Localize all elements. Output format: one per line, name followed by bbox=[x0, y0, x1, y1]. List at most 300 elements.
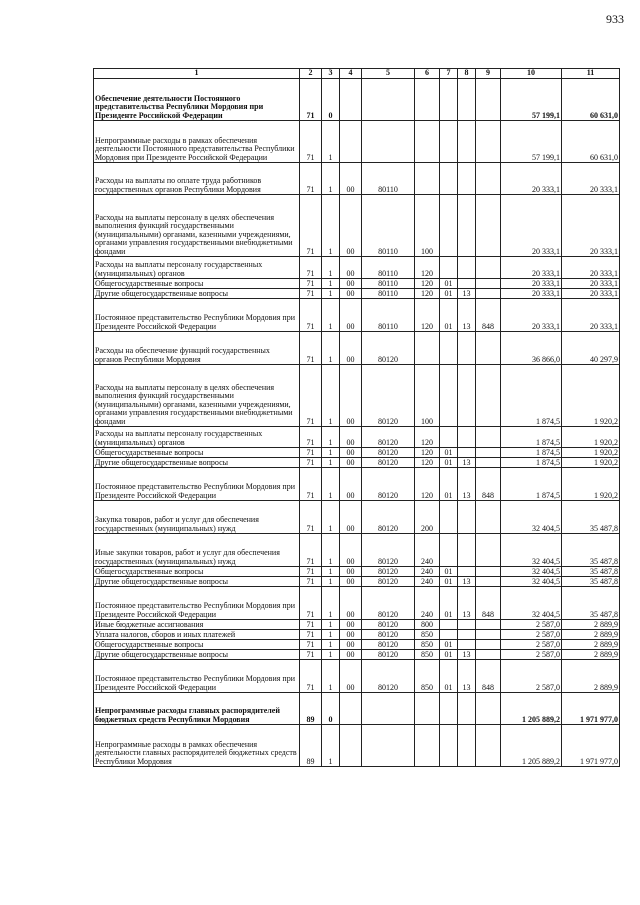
code-col8 bbox=[458, 79, 476, 121]
code-col5: 80120 bbox=[362, 534, 415, 567]
table-row bbox=[94, 577, 620, 587]
code-col6 bbox=[415, 79, 440, 121]
row-description: Расходы на обеспечение функций государственных органов Республики Мордовия bbox=[94, 332, 300, 365]
amount-col10: 20 333,1 bbox=[501, 195, 562, 257]
code-col8 bbox=[458, 534, 476, 567]
code-col3: 1 bbox=[322, 501, 340, 534]
code-col3: 1 bbox=[322, 660, 340, 693]
code-col7: 01 bbox=[440, 458, 458, 468]
code-col9 bbox=[476, 640, 501, 650]
code-col6: 240 bbox=[415, 577, 440, 587]
amount-col11: 2 889,9 bbox=[562, 640, 620, 650]
amount-col10: 32 404,5 bbox=[501, 567, 562, 577]
header-cell: 11 bbox=[562, 69, 620, 79]
code-col4: 00 bbox=[340, 289, 362, 299]
header-cell: 8 bbox=[458, 69, 476, 79]
code-col9 bbox=[476, 163, 501, 195]
row-description: Постоянное представительство Республики Мордовия при Президенте Российской Федерации bbox=[94, 660, 300, 693]
code-col3: 1 bbox=[322, 587, 340, 620]
code-col7 bbox=[440, 427, 458, 448]
code-col3: 1 bbox=[322, 630, 340, 640]
header-cell: 9 bbox=[476, 69, 501, 79]
code-col4 bbox=[340, 121, 362, 163]
table-row bbox=[94, 195, 620, 257]
code-col9: 848 bbox=[476, 587, 501, 620]
amount-col11: 1 971 977,0 bbox=[562, 725, 620, 767]
code-col8 bbox=[458, 620, 476, 630]
amount-col10: 57 199,1 bbox=[501, 79, 562, 121]
code-col7 bbox=[440, 534, 458, 567]
code-col6: 850 bbox=[415, 660, 440, 693]
amount-col10: 2 587,0 bbox=[501, 640, 562, 650]
row-description: Постоянное представительство Республики Мордовия при Президенте Российской Федерации bbox=[94, 299, 300, 332]
code-col9 bbox=[476, 567, 501, 577]
code-col2: 89 bbox=[300, 693, 322, 725]
code-col4: 00 bbox=[340, 660, 362, 693]
row-description: Расходы на выплаты персоналу в целях обеспечения выполнения функций государственными (муниципальными) органами, казенными учреждениями, органами управления государственными внебюджетными фондами bbox=[94, 195, 300, 257]
table-row bbox=[94, 448, 620, 458]
amount-col11: 35 487,8 bbox=[562, 501, 620, 534]
code-col3: 0 bbox=[322, 79, 340, 121]
amount-col10: 57 199,1 bbox=[501, 121, 562, 163]
code-col5: 80120 bbox=[362, 640, 415, 650]
table-row bbox=[94, 365, 620, 427]
amount-col10: 1 205 889,2 bbox=[501, 693, 562, 725]
code-col7 bbox=[440, 332, 458, 365]
code-col2: 71 bbox=[300, 630, 322, 640]
code-col4: 00 bbox=[340, 448, 362, 458]
code-col7: 01 bbox=[440, 448, 458, 458]
amount-col10: 2 587,0 bbox=[501, 650, 562, 660]
code-col8 bbox=[458, 365, 476, 427]
code-col3: 1 bbox=[322, 620, 340, 630]
code-col9 bbox=[476, 121, 501, 163]
code-col2: 71 bbox=[300, 79, 322, 121]
code-col8: 13 bbox=[458, 660, 476, 693]
amount-col11: 1 920,2 bbox=[562, 468, 620, 501]
table-row bbox=[94, 534, 620, 567]
code-col8 bbox=[458, 448, 476, 458]
code-col7 bbox=[440, 630, 458, 640]
amount-col11: 35 487,8 bbox=[562, 567, 620, 577]
row-description: Общегосударственные вопросы bbox=[94, 567, 300, 577]
code-col3: 1 bbox=[322, 650, 340, 660]
amount-col11: 20 333,1 bbox=[562, 279, 620, 289]
code-col4: 00 bbox=[340, 650, 362, 660]
header-cell: 2 bbox=[300, 69, 322, 79]
code-col2: 71 bbox=[300, 163, 322, 195]
code-col7 bbox=[440, 725, 458, 767]
code-col6: 100 bbox=[415, 195, 440, 257]
code-col9 bbox=[476, 725, 501, 767]
row-description: Обеспечение деятельности Постоянного представительства Республики Мордовия при Президенте Российской Федерации bbox=[94, 79, 300, 121]
code-col9 bbox=[476, 534, 501, 567]
code-col9: 848 bbox=[476, 299, 501, 332]
table-row bbox=[94, 257, 620, 279]
code-col4 bbox=[340, 79, 362, 121]
code-col6: 120 bbox=[415, 299, 440, 332]
header-cell: 4 bbox=[340, 69, 362, 79]
table-row bbox=[94, 567, 620, 577]
code-col9 bbox=[476, 289, 501, 299]
header-cell: 3 bbox=[322, 69, 340, 79]
code-col2: 71 bbox=[300, 640, 322, 650]
code-col9 bbox=[476, 650, 501, 660]
amount-col11: 35 487,8 bbox=[562, 577, 620, 587]
amount-col11: 60 631,0 bbox=[562, 79, 620, 121]
code-col2: 71 bbox=[300, 332, 322, 365]
code-col5: 80120 bbox=[362, 448, 415, 458]
table-row bbox=[94, 693, 620, 725]
row-description: Общегосударственные вопросы bbox=[94, 279, 300, 289]
code-col3: 1 bbox=[322, 257, 340, 279]
code-col5: 80120 bbox=[362, 567, 415, 577]
amount-col11: 1 920,2 bbox=[562, 427, 620, 448]
row-description: Другие общегосударственные вопросы bbox=[94, 650, 300, 660]
budget-table-body bbox=[94, 69, 620, 767]
code-col6: 120 bbox=[415, 448, 440, 458]
code-col9: 848 bbox=[476, 468, 501, 501]
budget-table bbox=[93, 68, 620, 767]
amount-col11: 35 487,8 bbox=[562, 534, 620, 567]
code-col8 bbox=[458, 332, 476, 365]
code-col9: 848 bbox=[476, 660, 501, 693]
code-col5 bbox=[362, 79, 415, 121]
amount-col10: 20 333,1 bbox=[501, 257, 562, 279]
code-col5: 80110 bbox=[362, 257, 415, 279]
code-col5 bbox=[362, 121, 415, 163]
code-col2: 71 bbox=[300, 501, 322, 534]
code-col6: 850 bbox=[415, 630, 440, 640]
row-description: Постоянное представительство Республики Мордовия при Президенте Российской Федерации bbox=[94, 587, 300, 620]
amount-col11: 1 920,2 bbox=[562, 448, 620, 458]
code-col6: 120 bbox=[415, 468, 440, 501]
code-col5: 80110 bbox=[362, 289, 415, 299]
amount-col10: 32 404,5 bbox=[501, 577, 562, 587]
code-col3: 1 bbox=[322, 332, 340, 365]
amount-col11: 1 920,2 bbox=[562, 365, 620, 427]
code-col4: 00 bbox=[340, 468, 362, 501]
code-col3: 1 bbox=[322, 163, 340, 195]
header-cell: 10 bbox=[501, 69, 562, 79]
table-row bbox=[94, 458, 620, 468]
code-col9 bbox=[476, 620, 501, 630]
code-col4: 00 bbox=[340, 587, 362, 620]
code-col7 bbox=[440, 257, 458, 279]
code-col2: 71 bbox=[300, 567, 322, 577]
code-col5: 80120 bbox=[362, 630, 415, 640]
row-description: Непрограммные расходы в рамках обеспечения деятельности главных распорядителей бюджетных средств Республики Мордовия bbox=[94, 725, 300, 767]
row-description: Другие общегосударственные вопросы bbox=[94, 289, 300, 299]
code-col5: 80120 bbox=[362, 620, 415, 630]
code-col4: 00 bbox=[340, 365, 362, 427]
code-col5: 80120 bbox=[362, 660, 415, 693]
code-col4: 00 bbox=[340, 620, 362, 630]
code-col4: 00 bbox=[340, 534, 362, 567]
table-row bbox=[94, 332, 620, 365]
code-col9 bbox=[476, 195, 501, 257]
code-col4: 00 bbox=[340, 640, 362, 650]
code-col7: 01 bbox=[440, 468, 458, 501]
code-col3: 1 bbox=[322, 289, 340, 299]
amount-col10: 1 874,5 bbox=[501, 458, 562, 468]
amount-col10: 20 333,1 bbox=[501, 299, 562, 332]
code-col4: 00 bbox=[340, 332, 362, 365]
table-row bbox=[94, 279, 620, 289]
amount-col11: 2 889,9 bbox=[562, 660, 620, 693]
header-cell: 7 bbox=[440, 69, 458, 79]
table-row bbox=[94, 79, 620, 121]
table-row bbox=[94, 501, 620, 534]
code-col2: 71 bbox=[300, 365, 322, 427]
code-col4: 00 bbox=[340, 567, 362, 577]
code-col8 bbox=[458, 640, 476, 650]
code-col9 bbox=[476, 332, 501, 365]
amount-col11: 40 297,9 bbox=[562, 332, 620, 365]
code-col4: 00 bbox=[340, 427, 362, 448]
code-col7 bbox=[440, 79, 458, 121]
code-col8: 13 bbox=[458, 587, 476, 620]
amount-col10: 1 874,5 bbox=[501, 365, 562, 427]
code-col8 bbox=[458, 257, 476, 279]
code-col2: 71 bbox=[300, 448, 322, 458]
row-description: Непрограммные расходы в рамках обеспечения деятельности Постоянного представительства Республики Мордовия при Президенте Российской Федерации bbox=[94, 121, 300, 163]
code-col7 bbox=[440, 163, 458, 195]
amount-col10: 20 333,1 bbox=[501, 163, 562, 195]
table-row bbox=[94, 163, 620, 195]
row-description: Расходы на выплаты персоналу в целях обеспечения выполнения функций государственными (муниципальными) органами, казенными учреждениями, органами управления государственными внебюджетными фондами bbox=[94, 365, 300, 427]
code-col2: 71 bbox=[300, 650, 322, 660]
code-col8: 13 bbox=[458, 299, 476, 332]
code-col7: 01 bbox=[440, 289, 458, 299]
amount-col11: 2 889,9 bbox=[562, 630, 620, 640]
code-col2: 71 bbox=[300, 468, 322, 501]
code-col5: 80120 bbox=[362, 577, 415, 587]
code-col6: 240 bbox=[415, 567, 440, 577]
amount-col11: 60 631,0 bbox=[562, 121, 620, 163]
table-row bbox=[94, 650, 620, 660]
code-col8 bbox=[458, 121, 476, 163]
row-description: Расходы на выплаты персоналу государственных (муниципальных) органов bbox=[94, 427, 300, 448]
table-row bbox=[94, 468, 620, 501]
code-col2: 71 bbox=[300, 587, 322, 620]
row-description: Расходы на выплаты по оплате труда работников государственных органов Республики Мордовия bbox=[94, 163, 300, 195]
code-col9 bbox=[476, 257, 501, 279]
amount-col10: 20 333,1 bbox=[501, 289, 562, 299]
code-col4: 00 bbox=[340, 577, 362, 587]
table-row bbox=[94, 660, 620, 693]
table-row bbox=[94, 121, 620, 163]
code-col2: 71 bbox=[300, 534, 322, 567]
code-col5: 80120 bbox=[362, 468, 415, 501]
code-col2: 71 bbox=[300, 577, 322, 587]
row-description: Непрограммные расходы главных распорядителей бюджетных средств Республики Мордовия bbox=[94, 693, 300, 725]
code-col9 bbox=[476, 693, 501, 725]
code-col6: 240 bbox=[415, 587, 440, 620]
amount-col10: 1 874,5 bbox=[501, 427, 562, 448]
code-col2: 71 bbox=[300, 660, 322, 693]
code-col7: 01 bbox=[440, 587, 458, 620]
row-description: Другие общегосударственные вопросы bbox=[94, 577, 300, 587]
code-col8: 13 bbox=[458, 289, 476, 299]
code-col3: 1 bbox=[322, 577, 340, 587]
code-col3: 1 bbox=[322, 725, 340, 767]
code-col7 bbox=[440, 501, 458, 534]
code-col5 bbox=[362, 725, 415, 767]
code-col5: 80110 bbox=[362, 195, 415, 257]
code-col2: 71 bbox=[300, 299, 322, 332]
code-col4: 00 bbox=[340, 299, 362, 332]
row-description: Постоянное представительство Республики Мордовия при Президенте Российской Федерации bbox=[94, 468, 300, 501]
code-col2: 71 bbox=[300, 620, 322, 630]
code-col7 bbox=[440, 620, 458, 630]
page-number: 933 bbox=[606, 12, 624, 26]
amount-col10: 2 587,0 bbox=[501, 620, 562, 630]
header-row bbox=[94, 69, 620, 79]
amount-col11: 20 333,1 bbox=[562, 289, 620, 299]
code-col4: 00 bbox=[340, 501, 362, 534]
code-col6: 240 bbox=[415, 534, 440, 567]
code-col6: 800 bbox=[415, 620, 440, 630]
code-col5: 80110 bbox=[362, 299, 415, 332]
row-description: Общегосударственные вопросы bbox=[94, 640, 300, 650]
header-cell: 6 bbox=[415, 69, 440, 79]
amount-col11: 2 889,9 bbox=[562, 620, 620, 630]
code-col3: 1 bbox=[322, 468, 340, 501]
amount-col10: 2 587,0 bbox=[501, 630, 562, 640]
code-col2: 71 bbox=[300, 458, 322, 468]
code-col9 bbox=[476, 630, 501, 640]
amount-col10: 32 404,5 bbox=[501, 587, 562, 620]
row-description: Закупка товаров, работ и услуг для обеспечения государственных (муниципальных) нужд bbox=[94, 501, 300, 534]
table-row bbox=[94, 630, 620, 640]
code-col5: 80120 bbox=[362, 365, 415, 427]
table-row bbox=[94, 289, 620, 299]
code-col8 bbox=[458, 501, 476, 534]
code-col3: 1 bbox=[322, 121, 340, 163]
code-col6 bbox=[415, 332, 440, 365]
code-col4: 00 bbox=[340, 279, 362, 289]
code-col7: 01 bbox=[440, 299, 458, 332]
amount-col10: 2 587,0 bbox=[501, 660, 562, 693]
code-col6: 100 bbox=[415, 365, 440, 427]
code-col2: 71 bbox=[300, 279, 322, 289]
code-col3: 1 bbox=[322, 279, 340, 289]
amount-col10: 32 404,5 bbox=[501, 501, 562, 534]
row-description: Иные закупки товаров, работ и услуг для обеспечения государственных (муниципальных) нужд bbox=[94, 534, 300, 567]
code-col6: 120 bbox=[415, 427, 440, 448]
code-col7: 01 bbox=[440, 650, 458, 660]
amount-col11: 20 333,1 bbox=[562, 299, 620, 332]
code-col3: 1 bbox=[322, 427, 340, 448]
code-col5: 80110 bbox=[362, 163, 415, 195]
code-col6 bbox=[415, 163, 440, 195]
amount-col11: 20 333,1 bbox=[562, 257, 620, 279]
code-col8 bbox=[458, 630, 476, 640]
code-col6: 120 bbox=[415, 257, 440, 279]
code-col9 bbox=[476, 458, 501, 468]
row-description: Расходы на выплаты персоналу государственных (муниципальных) органов bbox=[94, 257, 300, 279]
code-col3: 1 bbox=[322, 534, 340, 567]
code-col3: 1 bbox=[322, 640, 340, 650]
code-col2: 71 bbox=[300, 257, 322, 279]
code-col4: 00 bbox=[340, 195, 362, 257]
code-col3: 1 bbox=[322, 365, 340, 427]
amount-col11: 35 487,8 bbox=[562, 587, 620, 620]
code-col3: 0 bbox=[322, 693, 340, 725]
code-col2: 71 bbox=[300, 427, 322, 448]
row-description: Иные бюджетные ассигнования bbox=[94, 620, 300, 630]
code-col8 bbox=[458, 567, 476, 577]
code-col8: 13 bbox=[458, 650, 476, 660]
code-col4: 00 bbox=[340, 458, 362, 468]
amount-col10: 1 874,5 bbox=[501, 468, 562, 501]
code-col5 bbox=[362, 693, 415, 725]
code-col7 bbox=[440, 121, 458, 163]
code-col8 bbox=[458, 163, 476, 195]
code-col8 bbox=[458, 195, 476, 257]
code-col7 bbox=[440, 365, 458, 427]
table-row bbox=[94, 725, 620, 767]
code-col7 bbox=[440, 693, 458, 725]
code-col6: 120 bbox=[415, 289, 440, 299]
code-col2: 71 bbox=[300, 121, 322, 163]
code-col3: 1 bbox=[322, 448, 340, 458]
table-row bbox=[94, 299, 620, 332]
code-col8 bbox=[458, 725, 476, 767]
amount-col11: 20 333,1 bbox=[562, 195, 620, 257]
code-col8 bbox=[458, 279, 476, 289]
code-col8: 13 bbox=[458, 458, 476, 468]
code-col9 bbox=[476, 427, 501, 448]
table-row bbox=[94, 640, 620, 650]
code-col9 bbox=[476, 448, 501, 458]
amount-col11: 2 889,9 bbox=[562, 650, 620, 660]
code-col4 bbox=[340, 693, 362, 725]
header-cell: 5 bbox=[362, 69, 415, 79]
code-col7: 01 bbox=[440, 567, 458, 577]
code-col6: 850 bbox=[415, 640, 440, 650]
code-col8: 13 bbox=[458, 468, 476, 501]
code-col5: 80120 bbox=[362, 501, 415, 534]
code-col7: 01 bbox=[440, 279, 458, 289]
row-description: Уплата налогов, сборов и иных платежей bbox=[94, 630, 300, 640]
code-col5: 80120 bbox=[362, 427, 415, 448]
code-col8: 13 bbox=[458, 577, 476, 587]
code-col6 bbox=[415, 121, 440, 163]
code-col3: 1 bbox=[322, 567, 340, 577]
amount-col10: 1 205 889,2 bbox=[501, 725, 562, 767]
code-col6: 120 bbox=[415, 279, 440, 289]
row-description: Другие общегосударственные вопросы bbox=[94, 458, 300, 468]
code-col3: 1 bbox=[322, 458, 340, 468]
code-col6: 120 bbox=[415, 458, 440, 468]
amount-col10: 20 333,1 bbox=[501, 279, 562, 289]
amount-col10: 36 866,0 bbox=[501, 332, 562, 365]
row-description: Общегосударственные вопросы bbox=[94, 448, 300, 458]
code-col7: 01 bbox=[440, 640, 458, 650]
code-col9 bbox=[476, 577, 501, 587]
code-col7: 01 bbox=[440, 660, 458, 693]
code-col9 bbox=[476, 79, 501, 121]
code-col2: 89 bbox=[300, 725, 322, 767]
code-col5: 80120 bbox=[362, 332, 415, 365]
code-col9 bbox=[476, 365, 501, 427]
table-row bbox=[94, 620, 620, 630]
amount-col10: 1 874,5 bbox=[501, 448, 562, 458]
code-col4: 00 bbox=[340, 257, 362, 279]
code-col4: 00 bbox=[340, 630, 362, 640]
